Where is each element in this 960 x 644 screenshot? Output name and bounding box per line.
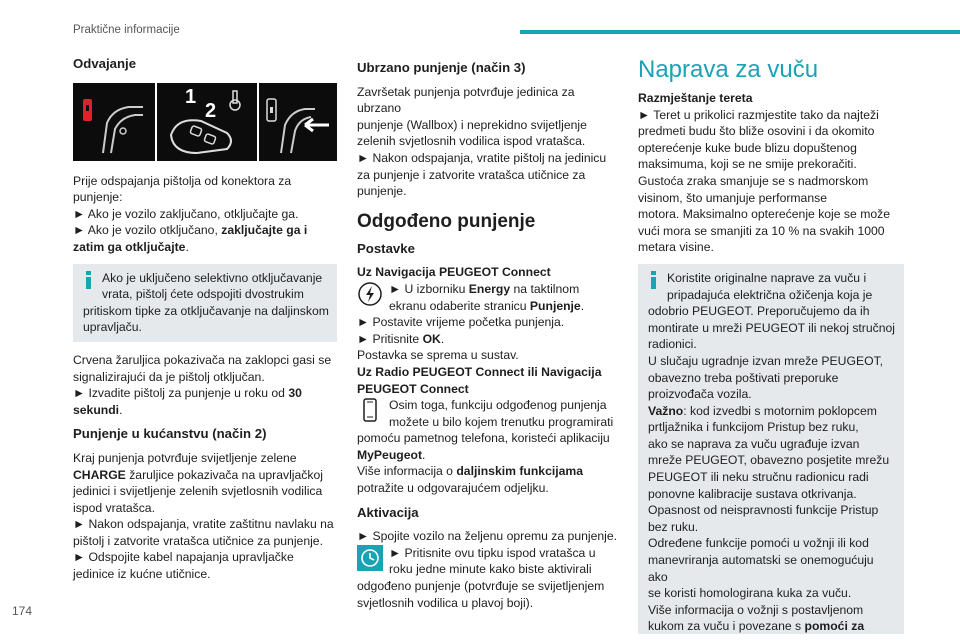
header-accent-bar xyxy=(520,30,960,34)
nav-connect-steps: ► U izborniku Energy na taktilnom ekranu odaberite stranicu Punjenje. ► Postavite vrijeme početka punjenja. ► Pritisnite OK. Postavka se sprema u sustav. xyxy=(357,281,585,363)
column-middle xyxy=(357,56,621,611)
deferred-charge-button-icon xyxy=(357,545,383,571)
info-icon xyxy=(83,271,94,289)
remote-key-icon xyxy=(157,83,257,161)
locked-charging-socket-icon xyxy=(73,83,155,161)
subsection-title-settings: Postavke xyxy=(357,240,415,256)
figure-panel-locked-socket xyxy=(73,83,157,161)
section-title-towing-device: Naprava za vuču xyxy=(638,56,819,83)
section-title-odvajanje: Odvajanje xyxy=(73,56,137,71)
paragraph-smartphone: Osim toga, funkciju odgođenog punjenja možete u bilo kojem trenutku programirati pomoću pametnog telefona, koristeći aplikaciju MyPeugeot. Više informacija o daljinskim funkcijama potražite u odgovarajućem odjeljku. xyxy=(357,398,614,496)
section-title-fast-charging: Ubrzano punjenje (način 3) xyxy=(357,60,526,75)
energy-bolt-icon xyxy=(357,281,383,307)
subsection-title-load-distribution: Razmještanje tereta xyxy=(638,91,753,105)
paragraph-red-light: Crvena žaruljica pokazivača na zaklopci gasi se signalizirajući da je pištolj otključan. ► Izvadite pištolj za punjenje u roku od 30 sekundi. xyxy=(73,352,332,417)
figure-panel-remote-key xyxy=(157,83,259,161)
info-box-towing: Koristite originalne naprave za vuču i pripadajuća električna ožičenja koja je odobrio PEUGEOT. Preporučujemo da ih montirate u mreži PEUGEOT ili nekoj stručnoj radionici. U slučaju ugradnje izvan mreže PEUGEOT, obavezno treba poštivati preporuke proizvođača vozila. Važno: kod izvedbi s motornim poklopcem prtljažnika i funkcijom Pristup bez ruku, ako se naprava za vuču ugrađuje izvan mreže PEUGEOT, obavezno posjetite mrežu PEUGEOT ili neku stručnu radionicu radi ponovne kalibracije sustava otkrivanja. Opasnost od neispravnosti funkcije Pristup bez ruku. Određene funkcije pomoći u vožnji ili kod manevriranja automatski se onemogućuju ako se koristi homologirana kuka za vuču. Više informacija o vožnji s postavljenom kukom za vuču i povezane s pomoći za xyxy=(638,264,904,634)
radio-connect-title: Uz Radio PEUGEOT Connect ili Navigacija PEUGEOT Connect xyxy=(357,364,602,396)
info-box-selective-unlock: Ako je uključeno selektivno otključavanje vrata, pištolj ćete odspojiti dvostrukim pritiskom tipke za otključavanje na daljinskom upravljaču. xyxy=(73,264,337,342)
section-title-home-charging: Punjenje u kućanstvu (način 2) xyxy=(73,426,267,442)
unlocking-illustration xyxy=(73,83,337,161)
figure-label-1: 1 xyxy=(185,85,197,108)
column-right xyxy=(638,56,904,644)
paragraph-fast-charging: Završetak punjenja potvrđuje jedinica za ubrzano punjenje (Wallbox) i neprekidno svijetljenje zelenih svjetlosnih vodilica ispod vratašca. ► Nakon odspajanja, vratite pištolj na jedinicu za punjenje i zatvorite vratašca utičnice za punjenje. xyxy=(357,84,607,199)
figure-panel-unlocked-socket xyxy=(259,83,341,161)
section-title-deferred-charging: Odgođeno punjenje xyxy=(357,210,536,232)
smartphone-icon xyxy=(357,397,383,423)
running-header: Praktične informacije xyxy=(73,24,180,36)
nav-connect-title: Uz Navigacija PEUGEOT Connect xyxy=(357,265,551,280)
paragraph-home-charging: Kraj punjenja potvrđuje svijetljenje zelene CHARGE žaruljice pokazivača na upravljačkoj jedinici i svijetljenje zelenih svjetlosnih vodilica ispod vratašca. ► Nakon odspajanja, vratite zaštitnu navlaku na pištolj i zatvorite vratašca utičnice za punjenje. ► Odspojite kabel napajanja upravljačke jedinice iz kućne utičnice. xyxy=(73,450,334,582)
paragraph-before-unplug: Prije odspajanja pištolja od konektora za punjenje: ► Ako je vozilo zaključano, otključajte ga. ► Ako je vozilo otključano, zaključajte ga i zatim ga otključajte. xyxy=(73,173,308,254)
activation-steps: ► Spojite vozilo na željenu opremu za punjenje. ► Pritisnite ovu tipku ispod vratašca u roku jedne minute kako biste aktivirali odgođeno punjenje (potvrđuje se svijetljenjem svjetlosnih vodilica u plavoj boji). xyxy=(357,529,618,610)
unlocked-charging-socket-icon xyxy=(259,83,341,161)
paragraph-load-distribution: ► Teret u prikolici razmjestite tako da najteži predmeti budu što bliže osovini i da okomito opterećenje kuke bude blizu dopuštenog maksimuma, koji se ne smije prekoračiti. Gustoća zraka smanjuje se s nadmorskom visinom, što umanjuje performanse motora. Maksimalno opterećenje koje se može vući mora se smanjiti za 10 % na svakih 1000 metara visine. xyxy=(638,107,890,255)
figure-label-2: 2 xyxy=(205,99,217,122)
column-left xyxy=(73,56,337,591)
subsection-title-activation: Aktivacija xyxy=(357,504,419,520)
page-number: 174 xyxy=(12,604,33,618)
info-icon xyxy=(648,271,659,289)
